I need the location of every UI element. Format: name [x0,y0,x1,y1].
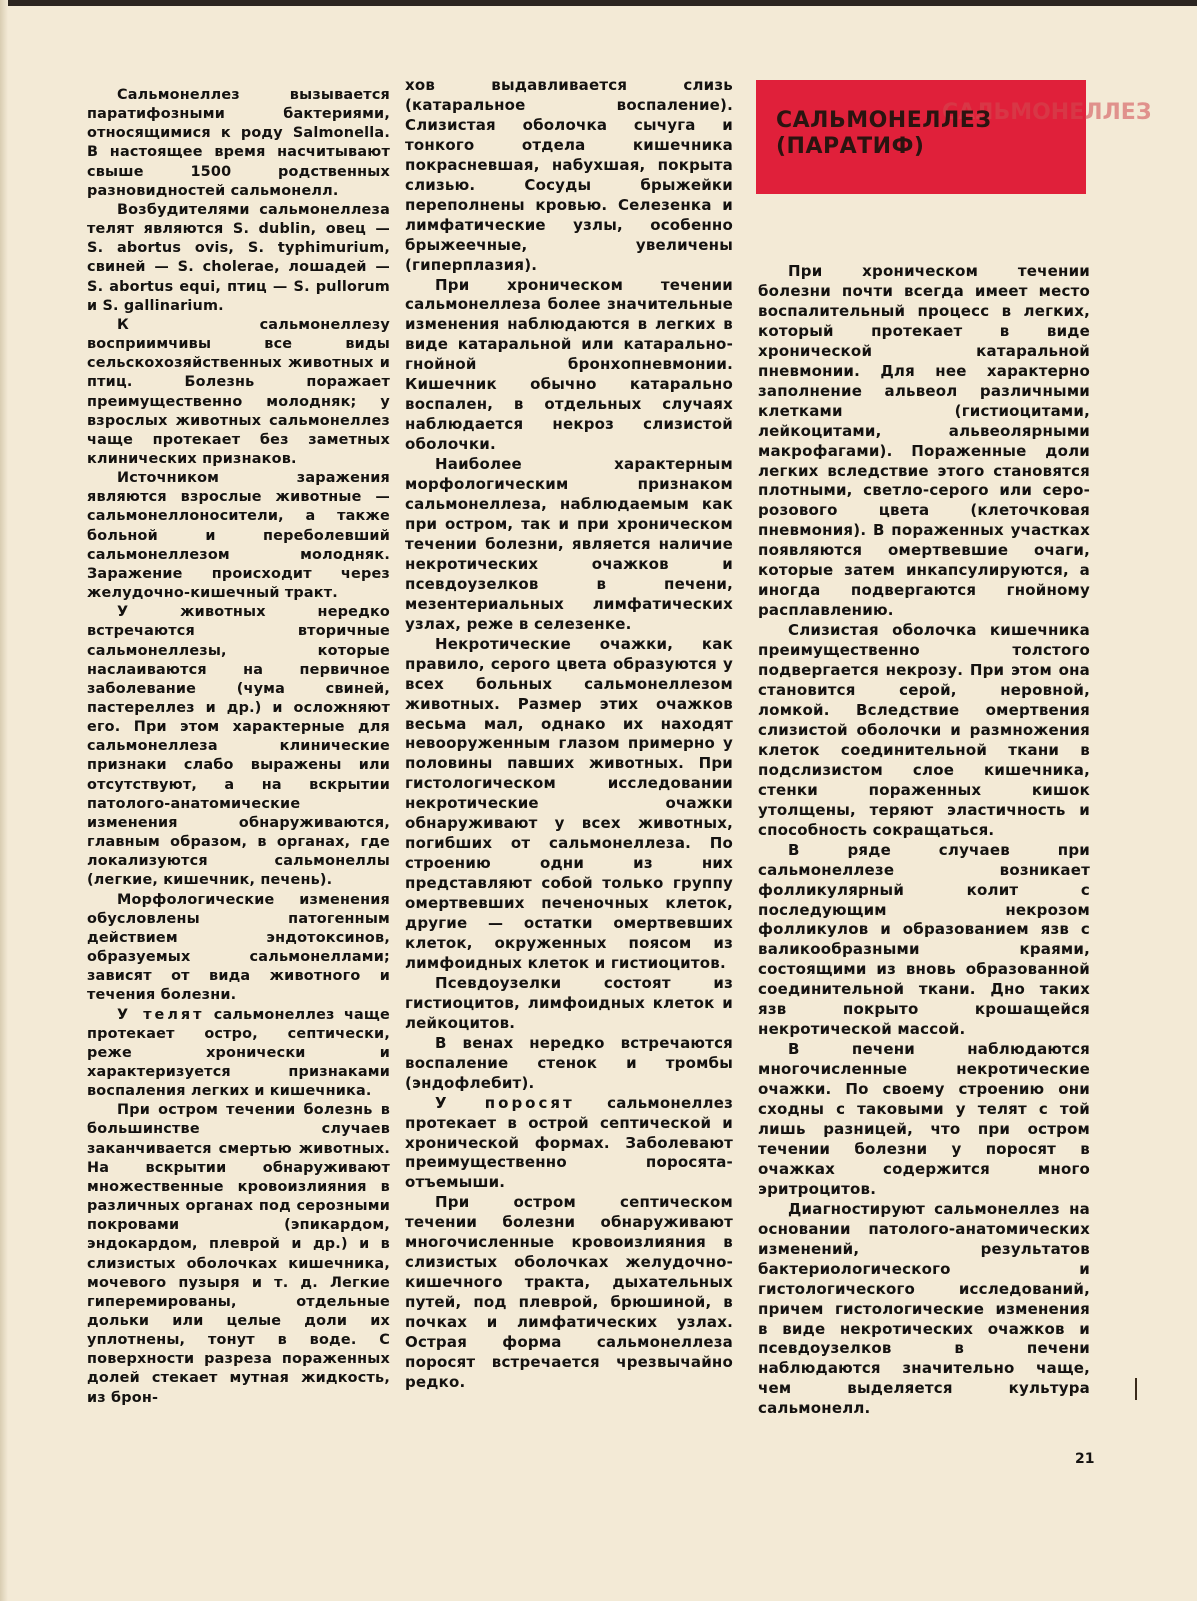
paragraph: Псевдоузелки состоят из гистиоцитов, лимфоидных клеток и лейкоцитов. [405,973,733,1032]
page-top-border [0,0,1197,6]
paragraph-text: сальмонеллез протекает в острой септической и хронической формах. Заболевают преимущественно поросята-отъемыши. [405,1093,733,1192]
paragraph: Сальмонеллез вызывается паратифозными бактериями, относящимися к роду Salmonella. В настоящее время насчитывают свыше 1500 родственных разновидностей сальмонелл. [87,87,390,199]
page-number: 21 [1075,1451,1095,1467]
scan-mark [1135,1378,1137,1400]
text-column-middle [405,76,733,1393]
paragraph: хов выдавливается слизь (катаральное воспаление). Слизистая оболочка сычуга и тонкого отдела кишечника покрасневшая, набухшая, покрыта слизью. Сосуды брыжейки переполнены кровью. Селезенка и лимфатические узлы, особенно брыжеечные, увеличены (гиперплазия). [405,76,733,274]
spaced-lead: У телят [117,1006,205,1023]
page-binding-shadow [0,0,8,1601]
paragraph: У животных нередко встречаются вторичные сальмонеллезы, которые наслаиваются на первичное заболевание (чума свиней, пастереллез и др.) и осложняют его. При этом характерные для сальмонеллеза клинические признаки слабо выражены или отсутствуют, а на вскрытии патолого-анатомические изменения обнаруживаются, главным образом, в органах, где локализуются сальмонеллы (легкие, кишечник, печень). [87,604,390,889]
paragraph: При остром септическом течении болезни обнаруживают многочисленные кровоизлияния в слизистых оболочках желудочно-кишечного тракта, дыхательных путей, под плеврой, брюшиной, в почках и лимфатических узлах. Острая форма сальмонеллеза поросят встречается чрезвычайно редко. [405,1193,733,1391]
text-column-right [758,262,1090,1419]
paragraph: При хроническом течении болезни почти всегда имеет место воспалительный процесс в легких, который протекает в виде хронической катаральной пневмонии. Для нее характерно заполнение альвеол различными клетками (гистиоцитами, лейкоцитами, альвеолярными макрофагами). Пораженные доли легких вследствие этого становятся плотными, светло-серого или серо-розового цвета (клеточковая пневмония). В пораженных участках появляются омертвевшие очаги, которые затем инкапсулируются, а иногда подвергаются гнойному расплавлению. [758,262,1090,620]
chapter-title-line: САЛЬМОНЕЛЛЕЗ [776,108,992,133]
paragraph: При хроническом течении сальмонеллеза более значительные изменения наблюдаются в легких в виде катаральной или катарально-гнойной бронхопневмонии. Кишечник обычно катарально воспален, в отдельных случаях наблюдается некроз слизистой оболочки. [405,275,733,454]
paragraph: Некротические очажки, как правило, серого цвета образуются у всех больных сальмонеллезом животных. Размер этих очажков весьма мал, однако их находят невооруженным глазом примерно у половины павших животных. При гистологическом исследовании некротические очажки обнаруживают у всех животных, погибших от сальмонеллеза. По строению одни из них представляют собой только группу омертвевших печеночных клеток, другие — остатки омертвевших клеток, окруженных поясом из лимфоидных клеток и гистиоцитов. [405,634,733,972]
chapter-title [776,108,991,160]
paragraph-text: сальмонеллез чаще протекает остро, септически, реже хронически и характеризуется признаками воспаления легких и кишечника. [87,1006,390,1100]
paragraph: Наиболее характерным морфологическим признаком сальмонеллеза, наблюдаемым как при остром, так и при хроническом течении болезни, является наличие некротических очажков и псевдоузелков в печени, мезентериальных лимфатических узлах, реже в селезенке. [405,455,733,633]
spaced-lead: У поросят [435,1093,575,1112]
paragraph: В венах нередко встречаются воспаление стенок и тромбы (эндофлебит). [405,1033,733,1092]
paragraph: Возбудителями сальмонеллеза телят являются S. dublin, овец — S. abortus ovis, S. typhimurium, свиней — S. cholerae, лошадей — S. abortus equi, птиц — S. pullorum и S. gallinarium. [87,201,390,314]
text-column-left [87,86,390,1408]
paragraph [87,1006,390,1102]
paragraph: В ряде случаев при сальмонеллезе возникает фолликулярный колит с последующим некрозом фолликулов и образованием язв с валикообразными краями, состоящими из вновь образованной соединительной ткани. Дно таких язв покрыто крошащейся некротической массой. [758,840,1090,1039]
paragraph: В печени наблюдаются многочисленные некротические очажки. По своему строению они сходны с таковыми у телят с той лишь разницей, что при остром течении болезни у поросят в очажках содержится много эритроцитов. [758,1040,1090,1198]
paragraph: Слизистая оболочка кишечника преимущественно толстого подвергается некрозу. При этом она становится серой, неровной, ломкой. Вследствие омертвения слизистой оболочки и размножения клеток соединительной ткани в подслизистом слое кишечника, стенки пораженных кишок утолщены, теряют эластичность и способность сокращаться. [758,621,1090,839]
chapter-title-box [756,80,1152,194]
paragraph: Источником заражения являются взрослые животные — сальмонеллоносители, а также больной и переболевший сальмонеллезом молодняк. Заражение происходит через желудочно-кишечный тракт. [87,470,390,602]
title-shadow-line: САЛЬМОНЕЛЛЕЗ [942,100,1152,125]
paragraph [405,1094,733,1194]
paragraph: При остром течении болезнь в большинстве случаев заканчивается смертью животных. На вскрытии обнаруживают множественные кровоизлияния в различных органах под серозными покровами (эпикардом, эндокардом, плеврой и др.) и в слизистых оболочках кишечника, мочевого пузыря и т. д. Легкие гиперемированы, отдельные дольки или целые доли их уплотнены, тонут в воде. С поверхности разреза пораженных долей стекает мутная жидкость, из брон- [87,1102,390,1406]
paragraph: Диагностируют сальмонеллез на основании патолого-анатомических изменений, результатов бактериологического и гистологического исследований, причем гистологические изменения в виде некротических очажков и псевдоузелков в печени наблюдаются значительно чаще, чем выделяется культура сальмонелл. [758,1199,1090,1418]
chapter-subtitle-line: (ПАРАТИФ) [776,134,925,159]
paragraph: Морфологические изменения обусловлены патогенным действием эндотоксинов, образуемых сальмонеллами; зависят от вида животного и течения болезни. [87,891,390,1004]
paragraph: К сальмонеллезу восприимчивы все виды сельскохозяйственных животных и птиц. Болезнь поражает преимущественно молодняк; у взрослых животных сальмонеллез чаще протекает без заметных клинических признаков. [87,316,390,467]
